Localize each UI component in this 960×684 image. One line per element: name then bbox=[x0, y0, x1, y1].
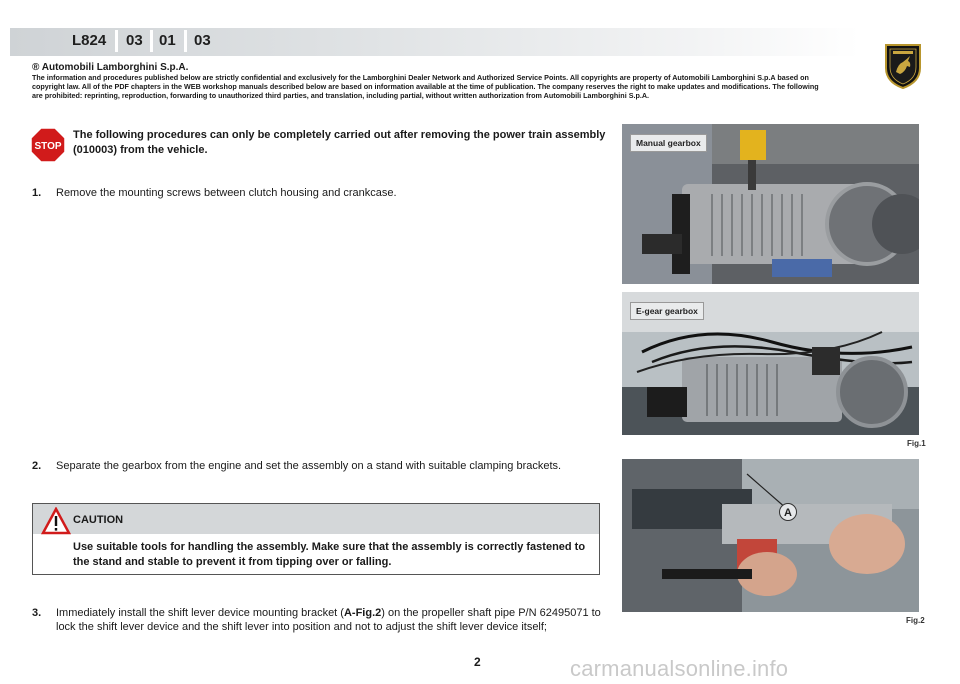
figure-reference[interactable]: A-Fig.2 bbox=[343, 607, 382, 619]
step-text bbox=[56, 606, 616, 634]
step-text-part: Immediately install the shift lever device mounting bracket ( bbox=[56, 607, 344, 619]
watermark: carmanualsonline.info bbox=[570, 656, 789, 681]
stop-notice-text: The following procedures can only be completely carried out after removing the power train assembly (010003) from the vehicle. bbox=[73, 129, 606, 156]
egear-gearbox-tag: E-gear gearbox bbox=[630, 302, 704, 320]
doc-code-model: L824 bbox=[72, 32, 107, 49]
step-text: Separate the gearbox from the engine and set the assembly on a stand with suitable clamping brackets. bbox=[56, 460, 562, 472]
step-number: 2. bbox=[32, 460, 42, 472]
step-number: 1. bbox=[32, 187, 42, 199]
callout-a-label: A bbox=[784, 507, 792, 519]
copyright-notice bbox=[32, 62, 822, 100]
doc-code-group: 03 bbox=[126, 32, 143, 49]
code-separator bbox=[184, 30, 187, 52]
page-number: 2 bbox=[474, 655, 481, 669]
bracket-install-illustration bbox=[622, 459, 919, 612]
step-text: Remove the mounting screws between clutch housing and crankcase. bbox=[56, 187, 397, 199]
step-text-part: ) on the propeller shaft pipe P/N 62495071 to lock the shift lever device and the shift lever into position and not to adjust the shift lever device itself; bbox=[56, 607, 601, 633]
copyright-title: ® Automobili Lamborghini S.p.A. bbox=[32, 62, 189, 73]
copyright-text: The information and procedures published below are strictly confidential and exclusively for the Lamborghini Dealer Network and Authorized Service Points. All copyrights are property of Automobili Lamborghini S.p.A based on copyright law. All of the PDF chapters in the WEB workshop manuals described below are based on information available at the time of publication. The company reserves the right to make updates and modifications. The following are prohibited: reprinting, reproduction, forwarding to unauthorized third parties, and translation, including partial, without written authorization from Automobili Lamborghini S.p.A. bbox=[32, 73, 819, 100]
doc-code-subgroup: 01 bbox=[159, 32, 176, 49]
lamborghini-logo-icon bbox=[883, 42, 923, 90]
figure-2-label: Fig.2 bbox=[906, 616, 925, 625]
doc-code-section: 03 bbox=[194, 32, 211, 49]
warning-triangle-icon bbox=[41, 507, 71, 535]
manual-gearbox-tag: Manual gearbox bbox=[630, 134, 707, 152]
bracket-install-photo bbox=[622, 459, 919, 612]
caution-box bbox=[32, 503, 600, 575]
caution-text: Use suitable tools for handling the assembly. Make sure that the assembly is correctly fastened to the stand and stable to prevent it from tipping over or falling. bbox=[73, 541, 586, 568]
caution-heading: CAUTION bbox=[73, 514, 124, 526]
step-number: 3. bbox=[32, 607, 42, 619]
code-separator bbox=[150, 30, 153, 52]
manual-gearbox-photo bbox=[622, 124, 919, 284]
stop-sign-icon bbox=[30, 127, 66, 163]
callout-a-marker bbox=[778, 502, 798, 522]
egear-gearbox-photo bbox=[622, 292, 919, 435]
code-separator bbox=[115, 30, 118, 52]
stop-sign-label: STOP bbox=[34, 141, 62, 152]
figure-1-label: Fig.1 bbox=[907, 439, 926, 448]
